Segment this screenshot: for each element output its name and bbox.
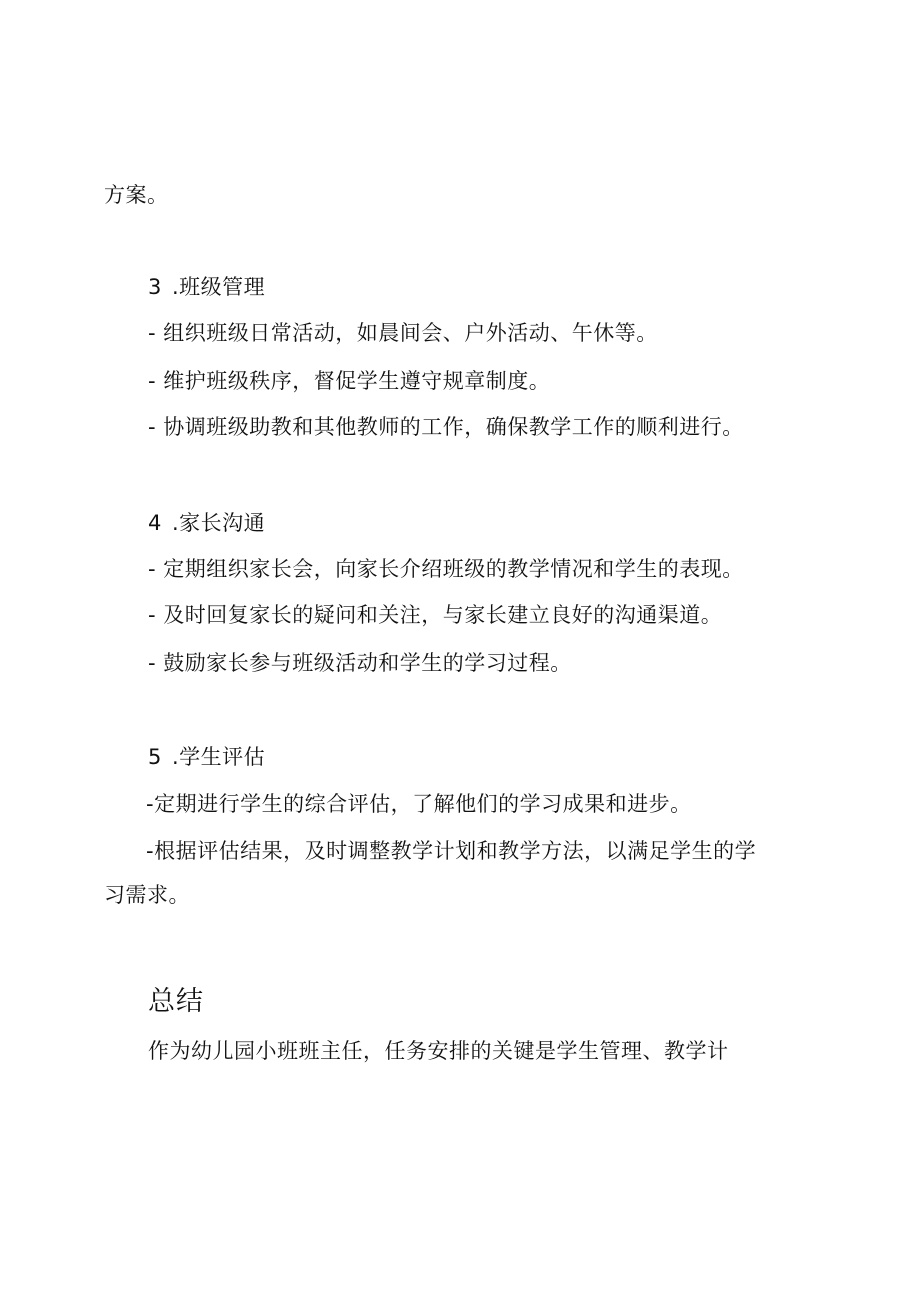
section-title: .学生评估: [172, 745, 266, 769]
list-item: - 协调班级助教和其他教师的工作，确保教学工作的顺利进行。: [148, 415, 744, 439]
list-item: - 维护班级秩序，督促学生遵守规章制度。: [148, 369, 551, 393]
list-item: -定期进行学生的综合评估，了解他们的学习成果和进步。: [146, 792, 692, 816]
list-item: - 鼓励家长参与班级活动和学生的学习过程。: [148, 651, 572, 675]
section-3-heading: [148, 272, 265, 302]
section-title: .班级管理: [172, 275, 266, 299]
list-item: -根据评估结果，及时调整教学计划和教学方法，以满足学生的学: [146, 839, 757, 863]
section-5-heading: [148, 742, 265, 772]
section-4-heading: [148, 508, 265, 538]
list-item: - 组织班级日常活动，如晨间会、户外活动、午休等。: [148, 321, 658, 345]
list-item: - 定期组织家长会，向家长介绍班级的教学情况和学生的表现。: [148, 557, 744, 581]
section-number: 3: [148, 275, 162, 299]
summary-heading: 总结: [148, 986, 204, 1017]
continuation-text: 方案。: [104, 183, 169, 207]
section-number: 4: [148, 511, 162, 535]
summary-text: 作为幼儿园小班班主任，任务安排的关键是学生管理、教学计: [148, 1039, 729, 1063]
list-item-continuation: 习需求。: [104, 883, 190, 907]
list-item: - 及时回复家长的疑问和关注，与家长建立良好的沟通渠道。: [148, 603, 723, 627]
section-title: .家长沟通: [172, 511, 266, 535]
section-number: 5: [148, 745, 162, 769]
